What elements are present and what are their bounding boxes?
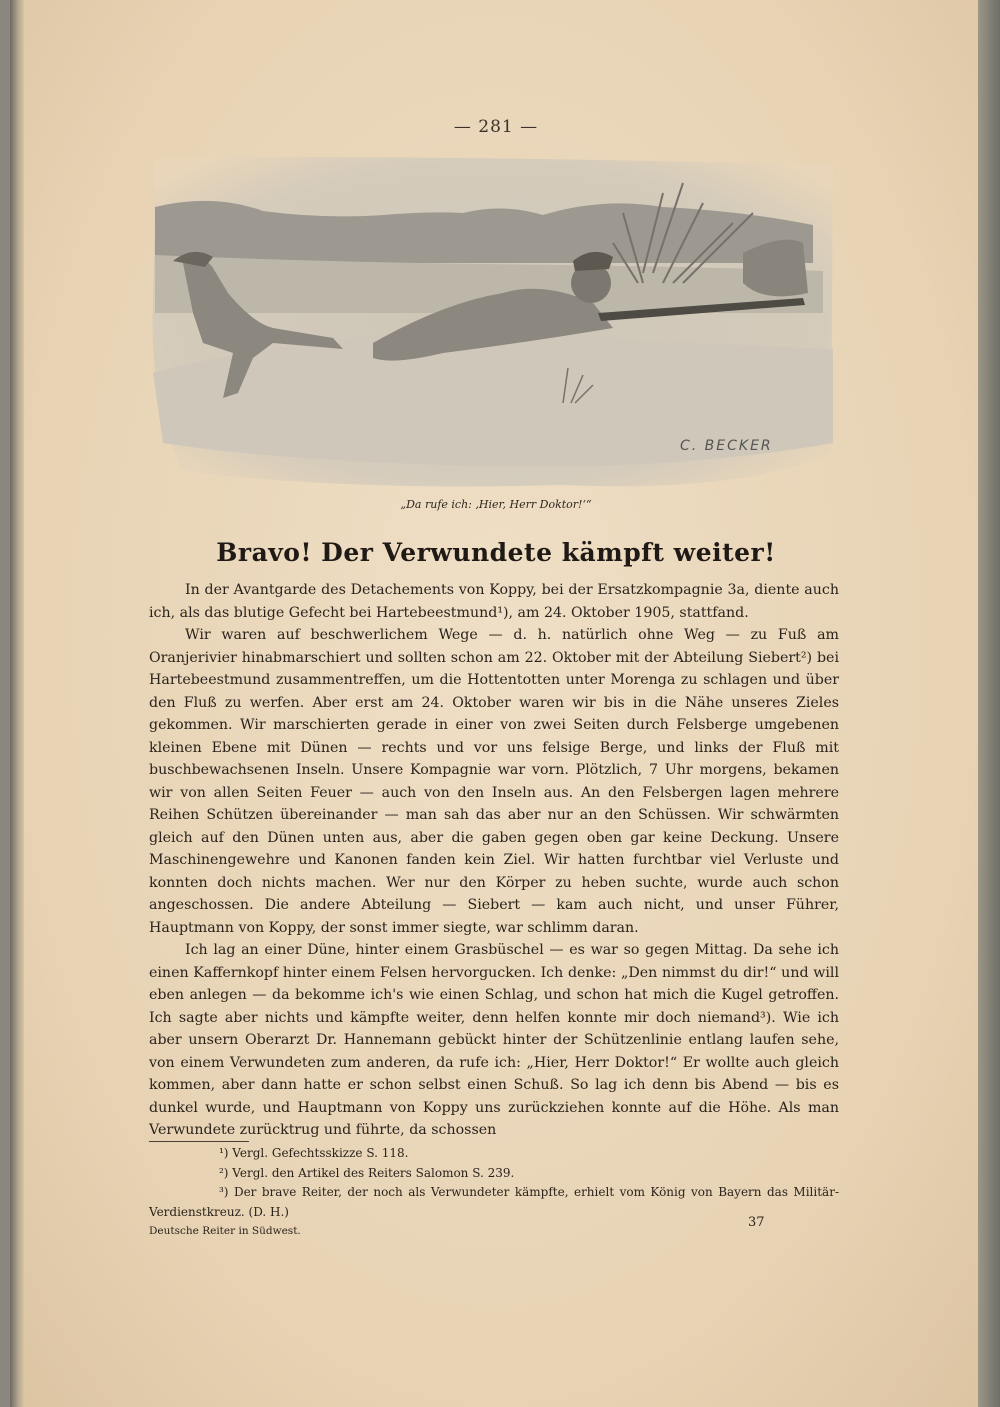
chapter-heading: Bravo! Der Verwundete kämpft weiter! bbox=[216, 538, 776, 567]
page-binding bbox=[10, 0, 24, 1407]
footnote: ²) Vergl. den Artikel des Reiters Salomon S. 239. bbox=[219, 1165, 515, 1180]
paragraph: In der Avantgarde des Detachements von Koppy, bei der Ersatzkompagnie 3a, diente auch ich, als das blutige Gefecht bei Hartebeestmund¹), am 24. Oktober 1905, stattfand. bbox=[149, 582, 839, 621]
page-number: — 281 — bbox=[453, 117, 539, 137]
illustration-caption: „Da rufe ich: ‚Hier, Herr Doktor!‘“ bbox=[400, 498, 592, 511]
illustrator-signature: C. BECKER bbox=[680, 438, 773, 454]
paragraph: Wir waren auf beschwerlichem Wege — d. h. natürlich ohne Weg — zu Fuß am Oranjerivier hinabmarschiert und sollten schon am 22. Oktober mit der Abteilung Siebert²) bei Hartebeestmund zusammentreffen, um die Hottentotten unter Morenga zu schlagen und über den Fluß zu werfen. Aber erst am 24. Oktober waren wir bis in die Nähe unseres Zieles gekommen. Wir marschierten gerade in einer von zwei Seiten durch Felsberge umgebenen kleinen Ebene mit Dünen — rechts und vor uns felsige Berge, und links der Fluß mit buschbewachsenen Inseln. Unsere Kompagnie war vorn. Plötzlich, 7 Uhr morgens, bekamen wir von allen Seiten Feuer — auch von den Inseln aus. An den Felsbergen lagen mehrere Reihen Schützen übereinander — man sah das aber nur an den Schüssen. Wir schwärmten gleich auf den Dünen unten aus, aber die gaben gegen oben gar keine Deckung. Unsere Maschinengewehre und Kanonen fanden kein Ziel. Wir hatten furchtbar viel Verluste und konnten doch nichts machen. Wer nur den Körper zu heben suchte, wurde auch schon angeschossen. Die andere Abteilung — Siebert — kam auch nicht, und unser Führer, Hauptmann von Koppy, der sonst immer siegte, war schlimm daran. bbox=[149, 627, 839, 936]
body-text bbox=[149, 579, 839, 1142]
book-page bbox=[10, 0, 982, 1407]
page-edge bbox=[978, 0, 1000, 1407]
footnote: ¹) Vergl. Gefechtsskizze S. 118. bbox=[219, 1146, 409, 1160]
book-title-footer: Deutsche Reiter in Südwest. bbox=[149, 1225, 301, 1237]
paragraph: Ich lag an einer Düne, hinter einem Grasbüschel — es war so gegen Mittag. Da sehe ich einen Kaffernkopf hinter einem Felsen hervorgucken. Ich denke: „Den nimmst du dir!“ und will eben anlegen — da bekomme ich's wie einen Schlag, und schon hat mich die Kugel getroffen. Ich sagte aber nichts und kämpfte weiter, denn helfen konnte mir doch niemand³). Wie ich aber unsern Oberarzt Dr. Hannemann gebückt hinter der Schützenlinie entlang laufen sehe, von einem Verwundeten zum anderen, da rufe ich: „Hier, Herr Doktor!“ Er wollte auch gleich kommen, aber dann hatte er schon selbst einen Schuß. So lag ich denn bis Abend — bis es dunkel wurde, und Hauptmann von Koppy uns zurückziehen konnte auf die Höhe. Als man Verwundete zurücktrug und führte, da schossen bbox=[149, 942, 839, 1138]
footnote: ³) Der brave Reiter, der noch als Verwundeter kämpfte, erhielt vom König von Bayern das Militär-Verdienstkreuz. (D. H.) bbox=[149, 1185, 839, 1219]
footnote-divider bbox=[149, 1141, 249, 1142]
footnotes bbox=[149, 1144, 839, 1222]
signature-mark: 37 bbox=[748, 1215, 765, 1230]
